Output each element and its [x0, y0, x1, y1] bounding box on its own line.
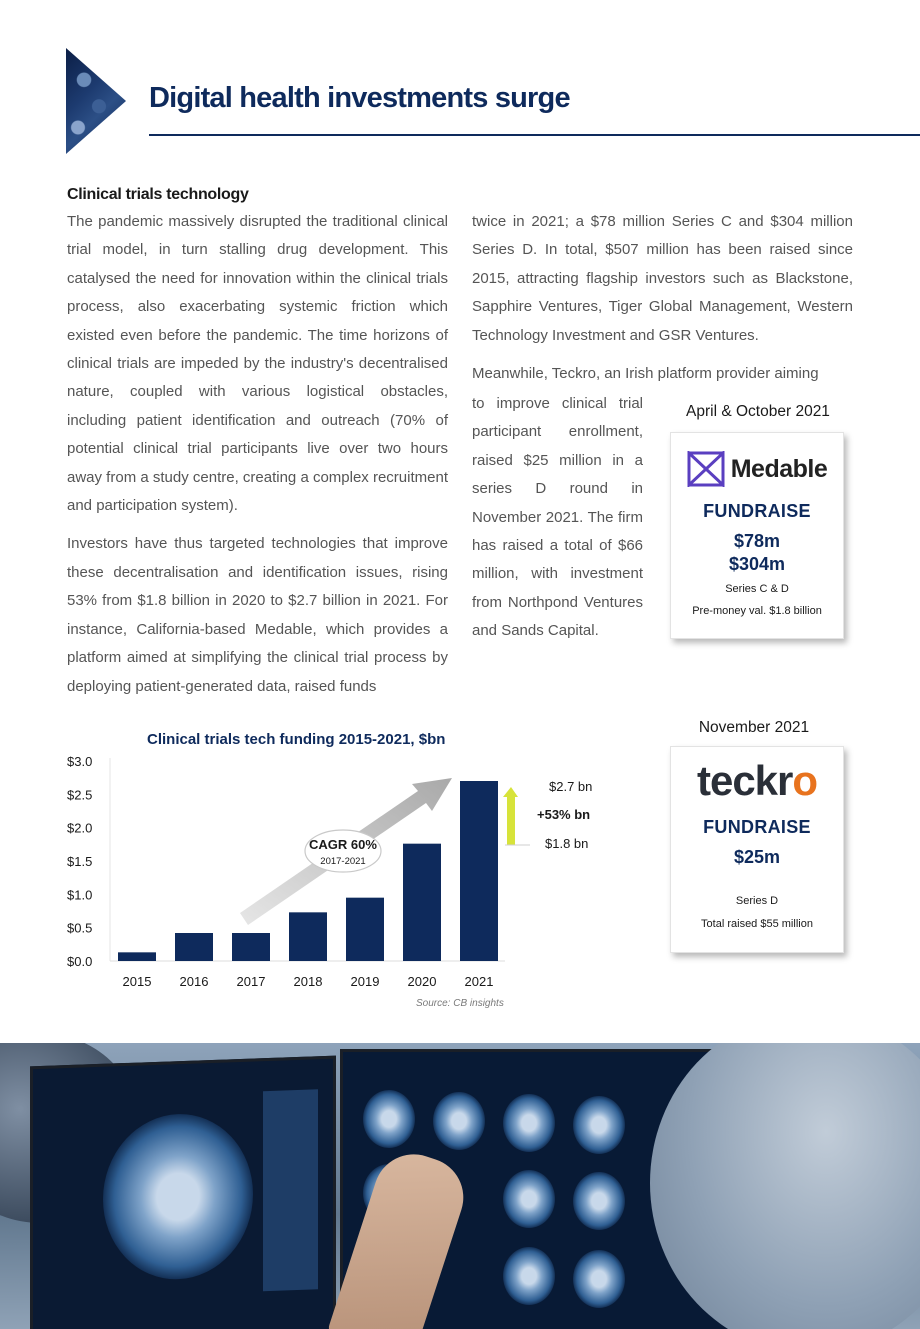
middle-paragraph-3: to improve clinical trial participant enrollment, raised $25 million in a series D round in November 2021. The firm has raised a total of $66 million, with investment from Northpond Ventures and Sands Capital. [472, 395, 643, 640]
teckro-amount: $25m [733, 847, 781, 867]
bar-2017 [232, 933, 270, 961]
brain-scan-3 [503, 1094, 555, 1152]
left-paragraph-2: Investors have thus targeted technologies that improve these decentralisation and identification issues, rising 53% from $1.8 billion in 2020 to $2.7 billion in 2021. For instance, California-based Medable, which provides a platform aimed at simplifying the clinical trial process by deploying patient-generated data, raised funds [67, 535, 448, 695]
medable-logo-text: Medable [730, 454, 828, 483]
cagr-label: CAGR 60% [309, 837, 377, 852]
teckro-logo-text: teckr [696, 757, 793, 804]
bar-2018 [289, 912, 327, 961]
y-ticks [67, 754, 92, 969]
bar-2016 [175, 933, 213, 961]
bar-2015 [118, 952, 156, 961]
doctor-right-silhouette [650, 1043, 920, 1329]
middle-column [472, 208, 853, 388]
left-monitor [30, 1056, 336, 1329]
bar-2019 [346, 898, 384, 961]
medable-date: April & October 2021 [686, 403, 830, 420]
teckro-logo-accent: o [792, 757, 818, 804]
brain-scan-1 [363, 1090, 415, 1148]
brain-scan-2 [433, 1092, 485, 1150]
x-tick-label: 2015 [122, 974, 152, 989]
y-tick-label: $0.5 [67, 920, 93, 936]
x-tick-label: 2019 [350, 974, 380, 989]
y-tick-label: $2.0 [67, 820, 93, 836]
teckro-fundraise-label: FUNDRAISE [703, 817, 811, 837]
y-tick-label: $1.5 [67, 854, 93, 869]
y-tick-label: $0.0 [67, 954, 93, 969]
header-triangle-graphic [66, 48, 126, 154]
chart-title: Clinical trials tech funding 2015-2021, $bn [147, 731, 446, 748]
monitor-side-panel [263, 1089, 318, 1291]
medable-note: Pre-money val. $1.8 billion [692, 605, 822, 617]
x-tick-label: 2016 [179, 974, 209, 989]
bar-2020 [403, 844, 441, 961]
medable-fundraise-label: FUNDRAISE [703, 501, 811, 521]
medable-card [670, 432, 844, 639]
teckro-card [670, 746, 844, 953]
y-tick-label: $2.5 [67, 787, 93, 803]
middle-paragraph-1: twice in 2021; a $78 million Series C and $304 million Series D. In total, $507 million has been raised since 2015, attracting flagship investors such as Blackstone, Sapphire Ventures, Tiger Global Management, Western Technology Investment and GSR Ventures. [472, 213, 853, 344]
left-paragraph-1: The pandemic massively disrupted the traditional clinical trial model, in turn stalling drug development. This catalysed the need for innovation within the clinical trials process, also exacerbating systemic friction which existed even before the pandemic. The time horizons of clinical trials are impeded by the industry's decentralised nature, coupled with various logistical obstacles, including patient identification and outreach (70% of potential clinical trial participants live over two hours away from a study centre, creating a complex recruitment and participation system). [67, 213, 448, 515]
top-value-label: $2.7 bn [549, 779, 593, 794]
brain-scan-large [103, 1112, 253, 1282]
prev-value-label: $1.8 bn [545, 836, 589, 851]
brain-scan-8 [503, 1247, 555, 1305]
brain-scan-7 [573, 1172, 625, 1230]
x-tick-label: 2018 [293, 974, 323, 989]
bar-2021 [460, 781, 498, 961]
brain-scan-6 [503, 1170, 555, 1228]
section-heading: Clinical trials technology [67, 186, 249, 203]
medable-amount-2: $304m [728, 554, 786, 574]
left-column [67, 208, 448, 701]
growth-label: +53% bn [537, 807, 591, 822]
chart-source: Source: CB insights [416, 998, 504, 1009]
growth-arrow-body [507, 796, 515, 845]
middle-paragraph-2: Meanwhile, Teckro, an Irish platform provider aiming [472, 365, 819, 383]
teckro-logo [671, 757, 843, 805]
growth-arrow-head [503, 787, 518, 797]
medable-logo-icon [687, 451, 725, 487]
x-tick-label: 2021 [464, 974, 494, 989]
x-labels [123, 974, 494, 989]
brain-scan-9 [573, 1250, 625, 1308]
doctors-brain-scan-photo [0, 1043, 920, 1329]
funding-chart [60, 722, 620, 1017]
x-tick-label: 2017 [236, 974, 266, 989]
page-title: Digital health investments surge [149, 82, 570, 114]
title-divider [149, 134, 920, 136]
brain-scan-4 [573, 1096, 625, 1154]
x-tick-label: 2020 [407, 974, 437, 989]
cagr-period: 2017-2021 [320, 856, 366, 867]
teckro-date: November 2021 [698, 719, 810, 736]
teckro-series: Series D [735, 895, 779, 907]
medable-logo [671, 451, 843, 487]
y-tick-label: $3.0 [67, 754, 93, 769]
medable-amount-1: $78m [733, 531, 781, 551]
y-tick-label: $1.0 [67, 887, 93, 903]
medable-series: Series C & D [725, 583, 789, 595]
teckro-note: Total raised $55 million [701, 918, 813, 930]
